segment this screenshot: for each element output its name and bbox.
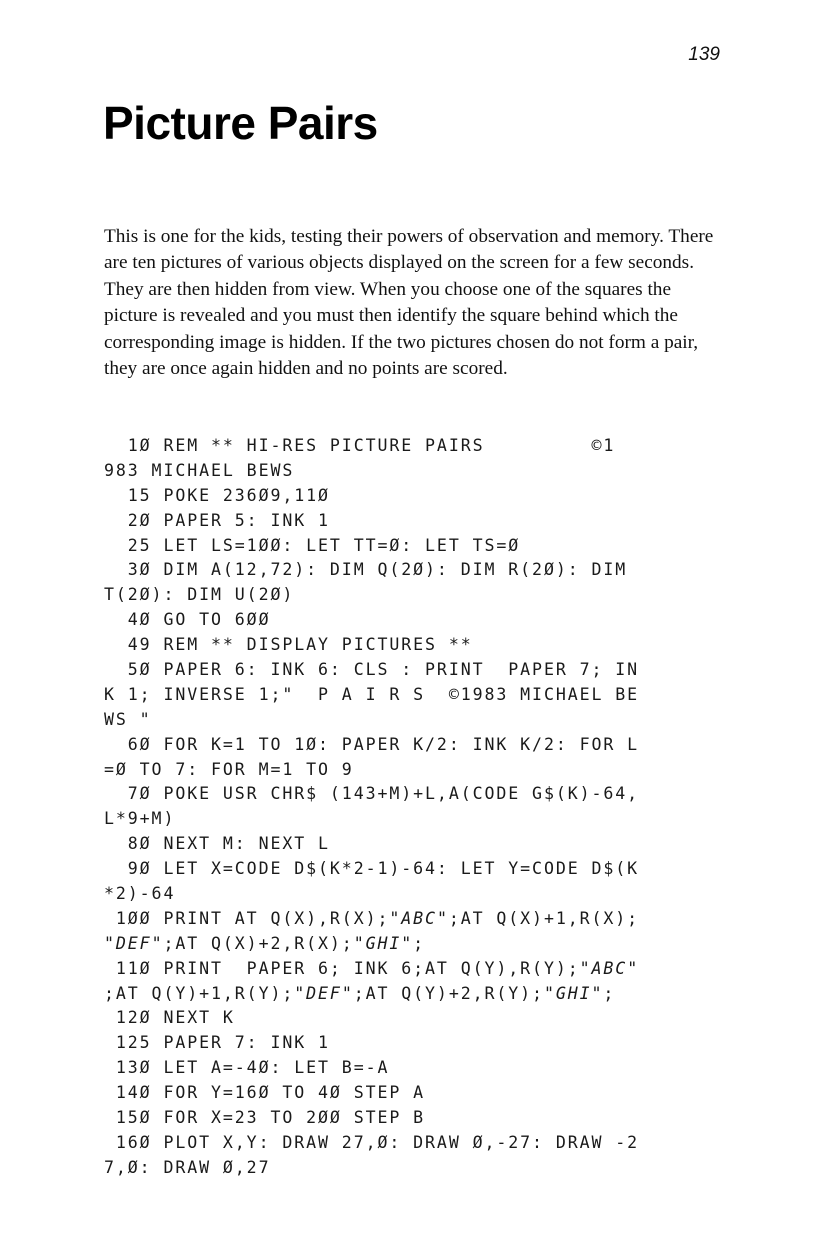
- code-text: 1ØØ PRINT AT Q(X),R(X);": [104, 908, 402, 928]
- code-text: 25 LET LS=1ØØ: LET TT=Ø: LET TS=Ø: [104, 535, 521, 555]
- code-graphic-chars: DEF: [306, 983, 342, 1003]
- code-text: 7Ø POKE USR CHR$ (143+M)+L,A(CODE G$(K)-64,: [104, 784, 640, 804]
- code-text: ";AT Q(X)+2,R(X);": [151, 933, 366, 953]
- code-line: [104, 932, 639, 957]
- code-line: [104, 608, 639, 633]
- page-title: Picture Pairs: [103, 97, 378, 149]
- code-line: [104, 484, 639, 509]
- code-line: [104, 509, 639, 534]
- code-text: 9Ø LET X=CODE D$(K*2-1)-64: LET Y=CODE D$(K: [104, 859, 640, 879]
- code-text: 6Ø FOR K=1 TO 1Ø: PAPER K/2: INK K/2: FOR L: [104, 734, 640, 754]
- intro-paragraph: This is one for the kids, testing their powers of observation and memory. There are ten pictures of various objects displayed on the screen for a few seconds. They are then hidden from view. When you choose one of the squares the picture is revealed and you must then identify the square behind which the corresponding image is hidden. If the two pictures chosen do not form a pair, they are once again hidden and no points are scored.: [104, 226, 714, 380]
- code-text: 3Ø DIM A(12,72): DIM Q(2Ø): DIM R(2Ø): DIM: [104, 560, 628, 580]
- code-text: T(2Ø): DIM U(2Ø): [104, 585, 295, 605]
- code-graphic-chars: GHI: [555, 983, 592, 1003]
- code-line: [104, 733, 639, 758]
- code-text: 7,Ø: DRAW Ø,27: [104, 1157, 271, 1177]
- code-text: 8Ø NEXT M: NEXT L: [104, 834, 330, 854]
- code-text: K 1; INVERSE 1;" P A I R S ©1983 MICHAEL BE: [104, 684, 640, 704]
- code-text: 49 REM ** DISPLAY PICTURES **: [104, 635, 473, 655]
- code-text: ";AT Q(X)+1,R(X);: [436, 908, 640, 928]
- code-line: [104, 782, 639, 807]
- code-line: [104, 1156, 639, 1181]
- code-graphic-chars: ABC: [591, 958, 628, 978]
- code-line: [104, 459, 639, 484]
- code-line: [104, 882, 639, 907]
- code-line: [104, 857, 639, 882]
- code-line: [104, 658, 639, 683]
- code-text: ";AT Q(Y)+2,R(Y);": [341, 983, 556, 1003]
- code-line: [104, 534, 639, 559]
- code-text: 15Ø FOR X=23 TO 2ØØ STEP B: [104, 1108, 426, 1128]
- code-text: 14Ø FOR Y=16Ø TO 4Ø STEP A: [104, 1083, 426, 1103]
- code-graphic-chars: GHI: [365, 933, 402, 953]
- code-text: ";: [591, 983, 616, 1003]
- code-text: 2Ø PAPER 5: INK 1: [104, 510, 330, 530]
- code-line: [104, 683, 639, 708]
- code-line: [104, 982, 639, 1007]
- code-line: [104, 907, 639, 932]
- code-line: [104, 1131, 639, 1156]
- code-text: 13Ø LET A=-4Ø: LET B=-A: [104, 1058, 390, 1078]
- code-text: 16Ø PLOT X,Y: DRAW 27,Ø: DRAW Ø,-27: DRAW -2: [104, 1132, 640, 1152]
- code-line: [104, 957, 639, 982]
- code-text: *2)-64: [104, 884, 176, 904]
- code-line: [104, 1106, 639, 1131]
- code-text: 12Ø NEXT K: [104, 1008, 235, 1028]
- code-line: [104, 1081, 639, 1106]
- code-text: ": [627, 958, 640, 978]
- code-line: [104, 832, 639, 857]
- code-text: 1Ø REM ** HI-RES PICTURE PAIRS ©1: [104, 436, 616, 455]
- code-line: [104, 1031, 639, 1056]
- code-graphic-chars: DEF: [115, 933, 152, 953]
- code-text: L*9+M): [104, 809, 176, 829]
- code-graphic-chars: ABC: [401, 908, 437, 928]
- code-text: 983 MICHAEL BEWS: [104, 460, 295, 480]
- code-line: [104, 1056, 639, 1081]
- code-text: 11Ø PRINT PAPER 6; INK 6;AT Q(Y),R(Y);": [104, 958, 592, 978]
- code-line: [104, 758, 639, 783]
- code-text: 125 PAPER 7: INK 1: [104, 1033, 330, 1053]
- code-text: ": [104, 933, 116, 953]
- code-text: ";: [401, 933, 426, 953]
- code-text: =Ø TO 7: FOR M=1 TO 9: [104, 759, 354, 779]
- code-line: [104, 434, 639, 459]
- code-line: [104, 583, 639, 608]
- code-text: ;AT Q(Y)+1,R(Y);": [104, 983, 307, 1003]
- code-text: 15 POKE 236Ø9,11Ø: [104, 485, 330, 505]
- code-text: 5Ø PAPER 6: INK 6: CLS : PRINT PAPER 7; IN: [104, 660, 640, 680]
- code-line: [104, 558, 639, 583]
- code-line: [104, 633, 639, 658]
- code-line: [104, 708, 639, 733]
- program-listing: [104, 434, 639, 1181]
- page-number: 139: [688, 44, 720, 65]
- code-text: WS ": [104, 709, 152, 729]
- code-line: [104, 807, 639, 832]
- code-text: 4Ø GO TO 6ØØ: [104, 610, 271, 630]
- code-line: [104, 1006, 639, 1031]
